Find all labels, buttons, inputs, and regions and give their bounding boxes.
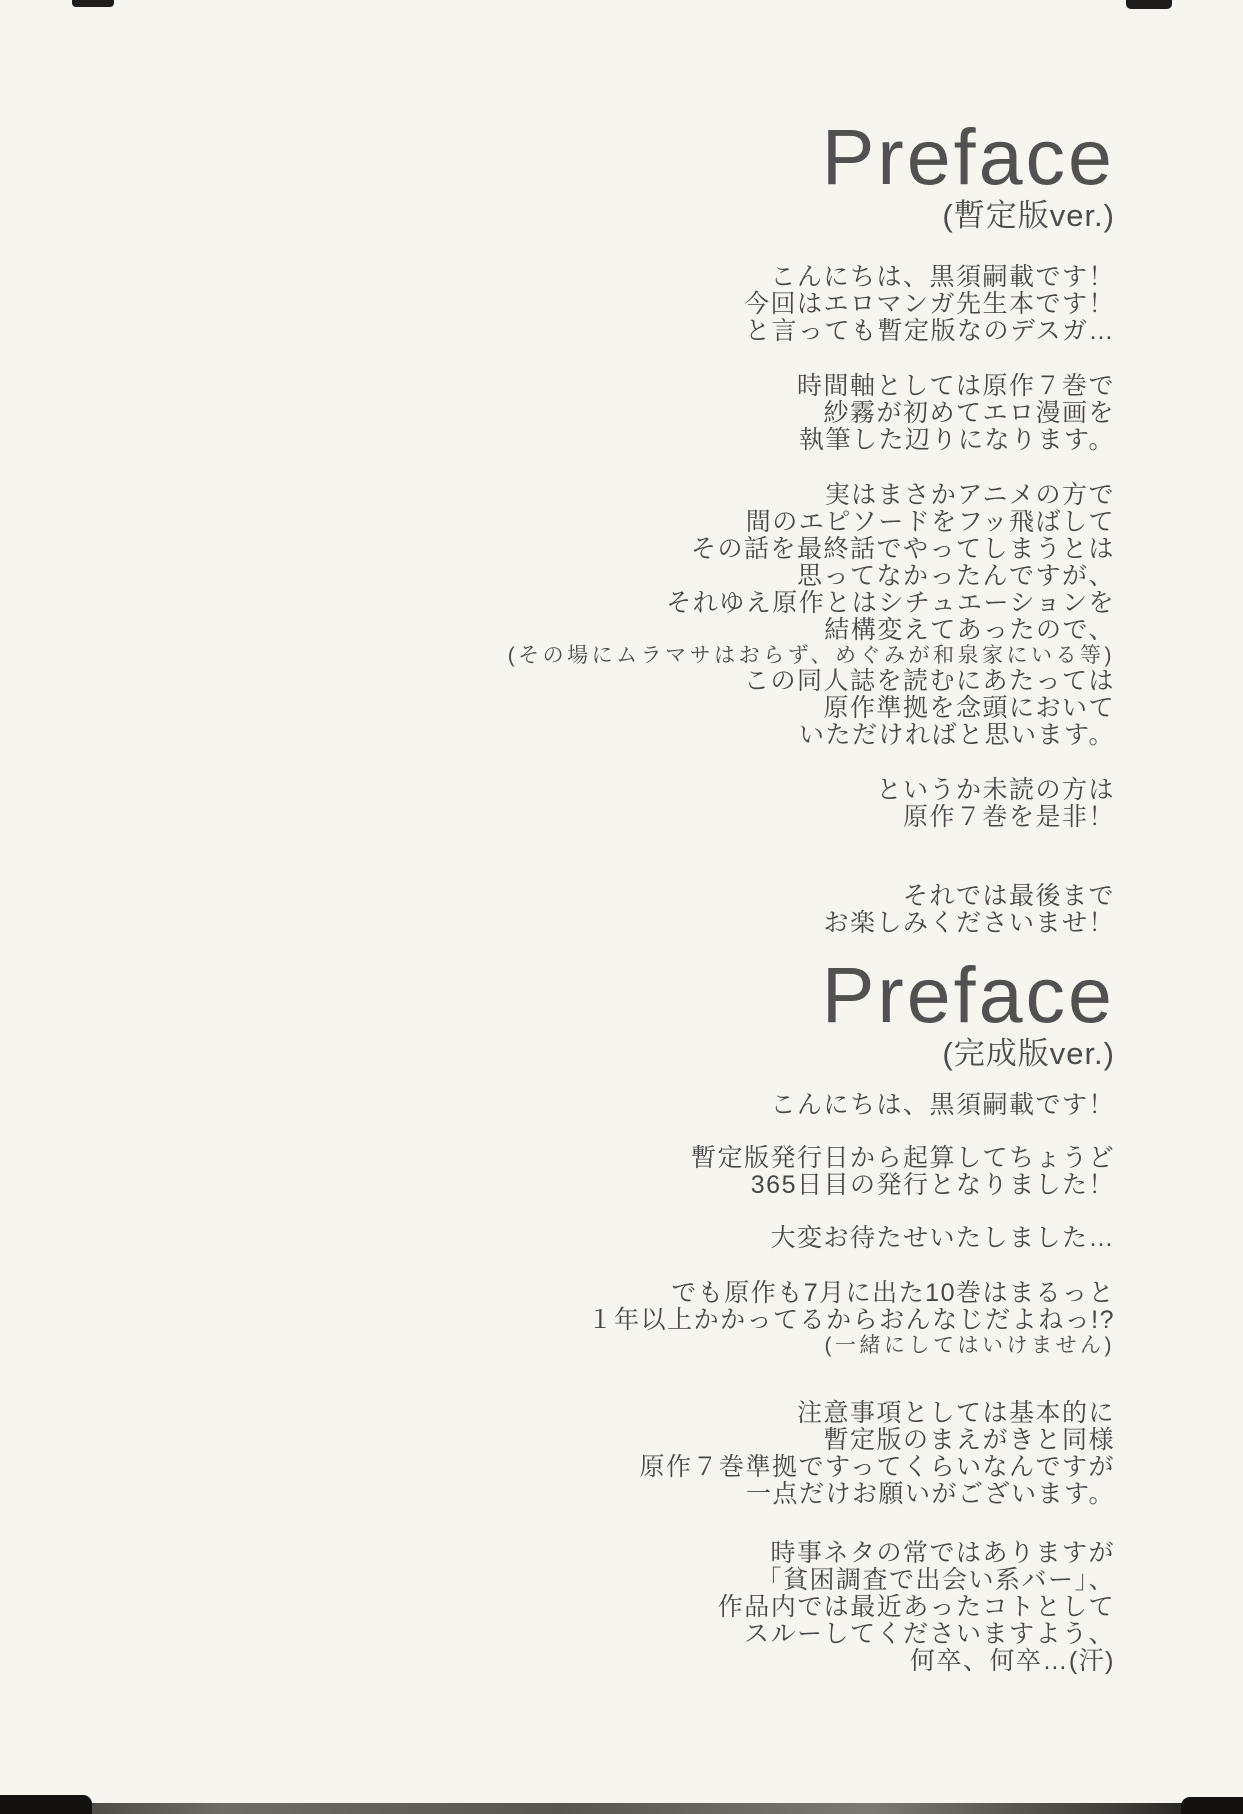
preface-paragraph [40, 1225, 1115, 1252]
preface-line: スルーしてくださいますよう、 [743, 1620, 1115, 1648]
preface-line-note: (その場にムラマサはおらず、めぐみが和泉家にいる等) [507, 644, 1115, 667]
preface-paragraph [40, 777, 1115, 831]
preface-line: こんにちは、黒須嗣載です！ [770, 1091, 1115, 1119]
preface-paragraph [40, 1092, 1115, 1119]
preface-section-provisional [40, 112, 1115, 937]
preface-paragraph [40, 1400, 1115, 1508]
preface-line: 原作７巻準拠ですってくらいなんですが [639, 1453, 1115, 1481]
scan-artifact-top-left [72, 0, 114, 7]
preface-line: 思ってなかったんですが、 [796, 562, 1115, 590]
preface-paragraph [40, 1280, 1115, 1358]
preface-heading: Preface [821, 112, 1115, 201]
preface-line: と言っても暫定版なのデスガ… [744, 317, 1115, 345]
scan-artifact-bottom-left [0, 1795, 92, 1814]
preface-line: 暫定版のまえがきと同様 [823, 1426, 1115, 1454]
preface-line: お楽しみくださいませ！ [823, 909, 1115, 937]
preface-line: 作品内では最近あったコトとして [717, 1593, 1115, 1621]
preface-paragraph [40, 264, 1115, 345]
scan-artifact-bottom-right [1181, 1797, 1243, 1814]
preface-line: この同人誌を読むにあたっては [743, 667, 1115, 695]
preface-line: それでは最後まで [902, 882, 1115, 910]
preface-line: というか未読の方は [876, 776, 1115, 804]
preface-subheading: (完成版ver.) [942, 1036, 1115, 1071]
preface-line: その話を最終話でやってしまうとは [690, 535, 1115, 563]
scan-artifact-top-right [1126, 0, 1172, 9]
preface-line: 一点だけお願いがございます。 [745, 1480, 1115, 1508]
preface-paragraph [40, 1145, 1115, 1199]
preface-heading: Preface [821, 950, 1115, 1039]
preface-line: 時間軸としては原作７巻で [796, 372, 1115, 400]
preface-line: 何卒、何卒…(汗) [909, 1647, 1115, 1675]
preface-subheading: (暫定版ver.) [942, 198, 1115, 233]
preface-line: 原作７巻を是非！ [902, 803, 1115, 831]
preface-line: 大変お待たせいたしました… [770, 1224, 1115, 1252]
preface-line: 暫定版発行日から起算してちょうど [690, 1144, 1115, 1172]
preface-line: 実はまさかアニメの方で [824, 481, 1115, 509]
preface-line: 原作準拠を念頭において [823, 694, 1115, 722]
scan-artifact-bottom-edge [0, 1803, 1243, 1814]
preface-line: 執筆した辺りになります。 [798, 426, 1115, 454]
preface-line: １年以上かかってるからおんなじだよねっ!? [587, 1306, 1115, 1334]
preface-line: それゆえ原作とはシチュエーションを [666, 589, 1115, 617]
preface-line: 注意事項としては基本的に [796, 1399, 1115, 1427]
preface-section-final [40, 950, 1115, 1675]
preface-line-note: (一緒にしてはいけません) [824, 1334, 1115, 1357]
preface-paragraph [40, 482, 1115, 749]
preface-line: こんにちは、黒須嗣載です！ [770, 263, 1115, 291]
preface-paragraph [40, 883, 1115, 937]
preface-line: 365日目の発行となりました！ [750, 1171, 1115, 1199]
preface-line: いただければと思います。 [798, 721, 1115, 749]
preface-line: 結構変えてあったので、 [824, 616, 1115, 644]
preface-paragraph [40, 1540, 1115, 1675]
preface-line: 時事ネタの常ではありますが [770, 1539, 1115, 1567]
preface-line: 「貧困調査で出会い系バー」、 [756, 1566, 1115, 1594]
preface-line: 今回はエロマンガ先生本です！ [743, 290, 1115, 318]
preface-line: でも原作も7月に出た10巻はまるっと [671, 1279, 1115, 1307]
preface-paragraph [40, 373, 1115, 454]
preface-line: 紗霧が初めてエロ漫画を [823, 399, 1115, 427]
preface-line: 間のエピソードをフッ飛ばして [745, 508, 1115, 536]
